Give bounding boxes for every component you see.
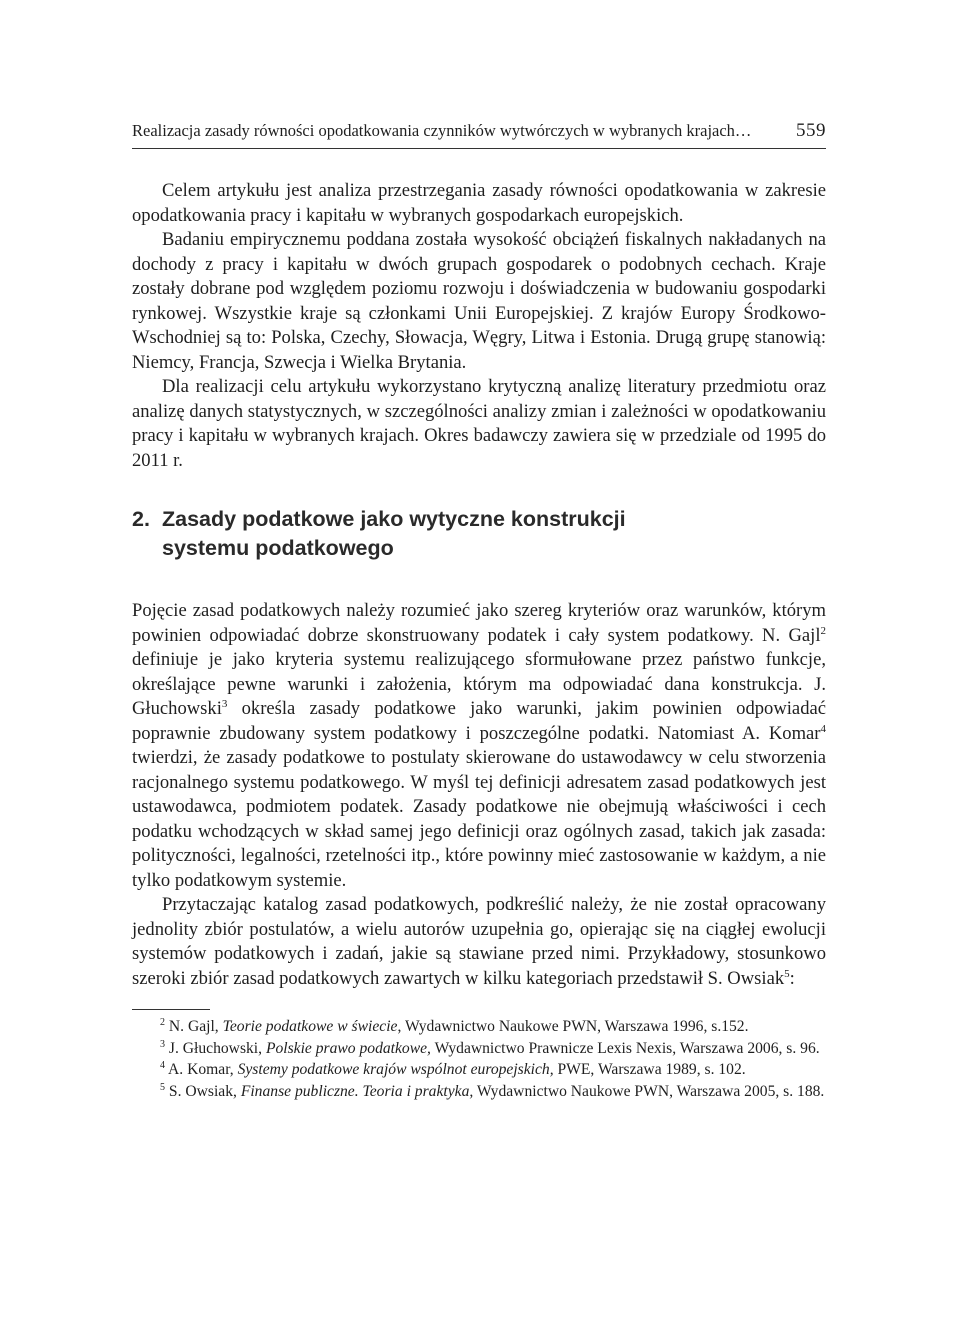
footnote-ref-5[interactable]: 5 bbox=[784, 967, 790, 980]
paragraph-intro-3: Dla realizacji celu artykułu wykorzystano krytyczną analizę literatury przedmiotu oraz analizę danych statystycznych, w szczególności analizy zmian i zależności w opodatkowaniu pracy i kapitału w wybranych krajach. Okres badawczy zawiera się w przedziale od 1995 do 2011 r. bbox=[132, 376, 826, 471]
page bbox=[132, 120, 826, 1102]
footnote-4: $^4$ A. Komar, Systemy podatkowe krajów wspólnot europejskich, PWE, Warszawa 1989, s. 102. bbox=[160, 1059, 746, 1078]
footnotes bbox=[132, 1016, 826, 1102]
paragraph-intro-1: Celem artykułu jest analiza przestrzegania zasady równości opodatkowania w zakresie opodatkowania pracy i kapitału w wybranych gospodarkach europejskich. bbox=[132, 180, 826, 226]
footnote-separator bbox=[132, 1009, 210, 1010]
body-text bbox=[132, 179, 826, 991]
page-number: 559 bbox=[796, 120, 826, 141]
section-number: 2. bbox=[132, 507, 150, 531]
section-title-line2: systemu podatkowego bbox=[162, 536, 394, 560]
section-paragraph-1: Pojęcie zasad podatkowych należy rozumieć jako szereg kryteriów oraz warunków, którym powinien odpowiadać dobrze skonstruowany podatek i cały system podatkowy. N. Gajl$^2$ definiuje je jako kryteria systemu realizującego sformułowane przez państwo funkcje, określające pewne warunki i założenia, którym ma odpowiadać dana konstrukcja. J. Głuchowski$^3$ określa zasady podatkowe jako warunki, jakim powinien odpowiadać poprawnie zbudowany system podatkowy i poszczególne podatki. Natomiast A. Komar$^4$ twierdzi, że zasady podatkowe to postulaty skierowane do ustawodawcy w celu stworzenia racjonalnego systemu podatkowego. W myśl tej definicji adresatem zasad podatkowych jest ustawodawca, podmiotem podatek. Zasady podatkowe nie obejmują właściwości i cech podatku wchodzących w skład samej jego definicji oraz ogólnych zasad, takich jak zasada: polityczności, legalności, rzetelności itp., które powinny mieć zastosowanie w każdym, a nie tylko podatkowym systemie. bbox=[132, 600, 826, 891]
paragraph-intro-2: Badaniu empirycznemu poddana została wysokość obciążeń fiskalnych nakładanych na dochody z pracy i kapitału w dwóch grupach gospodarek o podobnych cechach. Kraje zostały dobrane pod względem poziomu rozwoju i doświadczenia w budowaniu gospodarki rynkowej. Wszystkie kraje są członkami Unii Europejskiej. Z krajów Europy Środkowo-Wschodniej są to: Polska, Czechy, Słowacja, Węgry, Litwa i Estonia. Drugą grupę stanowią: Niemcy, Francja, Szwecja i Wielka Brytania. bbox=[132, 229, 826, 373]
footnote-ref-2[interactable]: 2 bbox=[820, 624, 826, 637]
footnote-3: $^3$ J. Głuchowski, Polskie prawo podatkowe, Wydawnictwo Prawnicze Lexis Nexis, Warszawa 2006, s. 96. bbox=[160, 1038, 820, 1057]
running-header bbox=[132, 120, 826, 149]
footnote-2: $^2$ N. Gajl, Teorie podatkowe w świecie, Wydawnictwo Naukowe PWN, Warszawa 1996, s.152. bbox=[160, 1016, 749, 1035]
section-title-line1: Zasady podatkowe jako wytyczne konstrukcji bbox=[162, 507, 626, 531]
footnote-ref-4[interactable]: 4 bbox=[820, 722, 826, 735]
footnote-ref-3[interactable]: 3 bbox=[221, 697, 228, 710]
footnote-5: $^5$ S. Owsiak, Finanse publiczne. Teoria i praktyka, Wydawnictwo Naukowe PWN, Warszawa 2005, s. 188. bbox=[160, 1081, 825, 1100]
running-title: Realizacja zasady równości opodatkowania czynników wytwórczych w wybranych krajach… bbox=[132, 121, 752, 140]
section-paragraph-2: Przytaczając katalog zasad podatkowych, podkreślić należy, że nie został opracowany jednolity zbiór postulatów, a wielu autorów uzupełnia go, opierając się na ciągłej ewolucji systemów podatkowych i zadań, jakie są stawiane przed nimi. Przykładowy, stosunkowo szeroki zbiór zasad podatkowych zawartych w kilku kategoriach przedstawił S. Owsiak$^5$: bbox=[132, 894, 826, 989]
section-heading bbox=[132, 505, 826, 563]
